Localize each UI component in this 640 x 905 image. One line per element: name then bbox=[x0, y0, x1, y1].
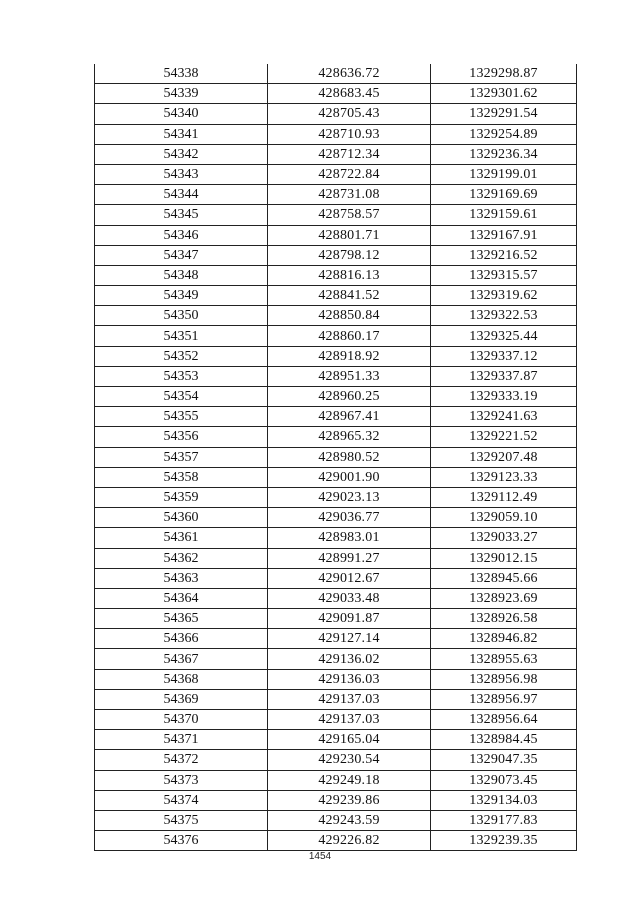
x-coordinate-cell: 429091.87 bbox=[268, 609, 431, 629]
point-id-cell: 54346 bbox=[95, 225, 268, 245]
point-id-cell: 54367 bbox=[95, 649, 268, 669]
coordinate-table bbox=[94, 64, 577, 851]
x-coordinate-cell: 428983.01 bbox=[268, 528, 431, 548]
x-coordinate-cell: 429230.54 bbox=[268, 750, 431, 770]
x-coordinate-cell: 429165.04 bbox=[268, 730, 431, 750]
point-id-cell: 54370 bbox=[95, 710, 268, 730]
y-coordinate-cell: 1329199.01 bbox=[431, 164, 577, 184]
point-id-cell: 54375 bbox=[95, 810, 268, 830]
x-coordinate-cell: 428991.27 bbox=[268, 548, 431, 568]
y-coordinate-cell: 1329167.91 bbox=[431, 225, 577, 245]
table-row bbox=[95, 387, 577, 407]
point-id-cell: 54371 bbox=[95, 730, 268, 750]
point-id-cell: 54341 bbox=[95, 124, 268, 144]
point-id-cell: 54365 bbox=[95, 609, 268, 629]
x-coordinate-cell: 428710.93 bbox=[268, 124, 431, 144]
point-id-cell: 54340 bbox=[95, 104, 268, 124]
point-id-cell: 54339 bbox=[95, 84, 268, 104]
table-row bbox=[95, 185, 577, 205]
y-coordinate-cell: 1329325.44 bbox=[431, 326, 577, 346]
point-id-cell: 54374 bbox=[95, 790, 268, 810]
table-row bbox=[95, 427, 577, 447]
table-row bbox=[95, 629, 577, 649]
x-coordinate-cell: 429243.59 bbox=[268, 810, 431, 830]
point-id-cell: 54356 bbox=[95, 427, 268, 447]
y-coordinate-cell: 1329012.15 bbox=[431, 548, 577, 568]
y-coordinate-cell: 1329333.19 bbox=[431, 387, 577, 407]
table-row bbox=[95, 487, 577, 507]
table-row bbox=[95, 104, 577, 124]
point-id-cell: 54345 bbox=[95, 205, 268, 225]
point-id-cell: 54364 bbox=[95, 588, 268, 608]
x-coordinate-cell: 429226.82 bbox=[268, 831, 431, 851]
x-coordinate-cell: 428980.52 bbox=[268, 447, 431, 467]
y-coordinate-cell: 1329236.34 bbox=[431, 144, 577, 164]
table-row bbox=[95, 407, 577, 427]
x-coordinate-cell: 429036.77 bbox=[268, 508, 431, 528]
x-coordinate-cell: 428636.72 bbox=[268, 64, 431, 84]
x-coordinate-cell: 428951.33 bbox=[268, 366, 431, 386]
table-row bbox=[95, 286, 577, 306]
point-id-cell: 54343 bbox=[95, 164, 268, 184]
x-coordinate-cell: 429033.48 bbox=[268, 588, 431, 608]
point-id-cell: 54369 bbox=[95, 689, 268, 709]
y-coordinate-cell: 1329059.10 bbox=[431, 508, 577, 528]
y-coordinate-cell: 1329221.52 bbox=[431, 427, 577, 447]
point-id-cell: 54338 bbox=[95, 64, 268, 84]
table-row bbox=[95, 710, 577, 730]
point-id-cell: 54352 bbox=[95, 346, 268, 366]
x-coordinate-cell: 428722.84 bbox=[268, 164, 431, 184]
table-row bbox=[95, 528, 577, 548]
x-coordinate-cell: 429137.03 bbox=[268, 710, 431, 730]
y-coordinate-cell: 1329239.35 bbox=[431, 831, 577, 851]
table-row bbox=[95, 64, 577, 84]
table-row bbox=[95, 326, 577, 346]
table-row bbox=[95, 205, 577, 225]
y-coordinate-cell: 1329301.62 bbox=[431, 84, 577, 104]
y-coordinate-cell: 1329298.87 bbox=[431, 64, 577, 84]
x-coordinate-cell: 429023.13 bbox=[268, 487, 431, 507]
table-row bbox=[95, 225, 577, 245]
x-coordinate-cell: 428683.45 bbox=[268, 84, 431, 104]
x-coordinate-cell: 429136.03 bbox=[268, 669, 431, 689]
point-id-cell: 54366 bbox=[95, 629, 268, 649]
x-coordinate-cell: 428798.12 bbox=[268, 245, 431, 265]
x-coordinate-cell: 428850.84 bbox=[268, 306, 431, 326]
point-id-cell: 54362 bbox=[95, 548, 268, 568]
table-row bbox=[95, 770, 577, 790]
x-coordinate-cell: 428705.43 bbox=[268, 104, 431, 124]
x-coordinate-cell: 428801.71 bbox=[268, 225, 431, 245]
x-coordinate-cell: 429239.86 bbox=[268, 790, 431, 810]
point-id-cell: 54376 bbox=[95, 831, 268, 851]
page-number: 1454 bbox=[308, 851, 332, 862]
x-coordinate-cell: 429001.90 bbox=[268, 467, 431, 487]
table-row bbox=[95, 164, 577, 184]
y-coordinate-cell: 1329207.48 bbox=[431, 447, 577, 467]
table-row bbox=[95, 346, 577, 366]
point-id-cell: 54357 bbox=[95, 447, 268, 467]
point-id-cell: 54342 bbox=[95, 144, 268, 164]
table-row bbox=[95, 689, 577, 709]
table-row bbox=[95, 750, 577, 770]
point-id-cell: 54360 bbox=[95, 508, 268, 528]
y-coordinate-cell: 1329033.27 bbox=[431, 528, 577, 548]
table-row bbox=[95, 588, 577, 608]
point-id-cell: 54361 bbox=[95, 528, 268, 548]
point-id-cell: 54350 bbox=[95, 306, 268, 326]
y-coordinate-cell: 1329047.35 bbox=[431, 750, 577, 770]
x-coordinate-cell: 428967.41 bbox=[268, 407, 431, 427]
point-id-cell: 54354 bbox=[95, 387, 268, 407]
y-coordinate-cell: 1328946.82 bbox=[431, 629, 577, 649]
table-row bbox=[95, 245, 577, 265]
x-coordinate-cell: 428758.57 bbox=[268, 205, 431, 225]
table-row bbox=[95, 548, 577, 568]
point-id-cell: 54372 bbox=[95, 750, 268, 770]
table-row bbox=[95, 265, 577, 285]
point-id-cell: 54344 bbox=[95, 185, 268, 205]
y-coordinate-cell: 1329254.89 bbox=[431, 124, 577, 144]
y-coordinate-cell: 1328955.63 bbox=[431, 649, 577, 669]
x-coordinate-cell: 428918.92 bbox=[268, 346, 431, 366]
y-coordinate-cell: 1329123.33 bbox=[431, 467, 577, 487]
table-row bbox=[95, 790, 577, 810]
point-id-cell: 54359 bbox=[95, 487, 268, 507]
x-coordinate-cell: 428731.08 bbox=[268, 185, 431, 205]
table-row bbox=[95, 810, 577, 830]
point-id-cell: 54363 bbox=[95, 568, 268, 588]
coordinate-table-body bbox=[95, 64, 577, 851]
table-row bbox=[95, 306, 577, 326]
table-row bbox=[95, 84, 577, 104]
x-coordinate-cell: 429136.02 bbox=[268, 649, 431, 669]
y-coordinate-cell: 1329322.53 bbox=[431, 306, 577, 326]
x-coordinate-cell: 429127.14 bbox=[268, 629, 431, 649]
y-coordinate-cell: 1328956.97 bbox=[431, 689, 577, 709]
point-id-cell: 54355 bbox=[95, 407, 268, 427]
table-row bbox=[95, 144, 577, 164]
x-coordinate-cell: 428860.17 bbox=[268, 326, 431, 346]
y-coordinate-cell: 1329073.45 bbox=[431, 770, 577, 790]
y-coordinate-cell: 1328956.98 bbox=[431, 669, 577, 689]
y-coordinate-cell: 1329216.52 bbox=[431, 245, 577, 265]
y-coordinate-cell: 1329291.54 bbox=[431, 104, 577, 124]
y-coordinate-cell: 1329337.87 bbox=[431, 366, 577, 386]
y-coordinate-cell: 1328923.69 bbox=[431, 588, 577, 608]
x-coordinate-cell: 429137.03 bbox=[268, 689, 431, 709]
point-id-cell: 54353 bbox=[95, 366, 268, 386]
y-coordinate-cell: 1328945.66 bbox=[431, 568, 577, 588]
y-coordinate-cell: 1329159.61 bbox=[431, 205, 577, 225]
table-row bbox=[95, 447, 577, 467]
point-id-cell: 54351 bbox=[95, 326, 268, 346]
table-row bbox=[95, 366, 577, 386]
y-coordinate-cell: 1329169.69 bbox=[431, 185, 577, 205]
y-coordinate-cell: 1329112.49 bbox=[431, 487, 577, 507]
point-id-cell: 54358 bbox=[95, 467, 268, 487]
y-coordinate-cell: 1329241.63 bbox=[431, 407, 577, 427]
y-coordinate-cell: 1329177.83 bbox=[431, 810, 577, 830]
point-id-cell: 54368 bbox=[95, 669, 268, 689]
point-id-cell: 54373 bbox=[95, 770, 268, 790]
x-coordinate-cell: 429012.67 bbox=[268, 568, 431, 588]
point-id-cell: 54349 bbox=[95, 286, 268, 306]
table-row bbox=[95, 508, 577, 528]
table-row bbox=[95, 669, 577, 689]
y-coordinate-cell: 1328926.58 bbox=[431, 609, 577, 629]
x-coordinate-cell: 428816.13 bbox=[268, 265, 431, 285]
point-id-cell: 54347 bbox=[95, 245, 268, 265]
x-coordinate-cell: 428965.32 bbox=[268, 427, 431, 447]
x-coordinate-cell: 428960.25 bbox=[268, 387, 431, 407]
y-coordinate-cell: 1329319.62 bbox=[431, 286, 577, 306]
table-row bbox=[95, 649, 577, 669]
x-coordinate-cell: 429249.18 bbox=[268, 770, 431, 790]
table-row bbox=[95, 124, 577, 144]
x-coordinate-cell: 428712.34 bbox=[268, 144, 431, 164]
y-coordinate-cell: 1328984.45 bbox=[431, 730, 577, 750]
table-row bbox=[95, 609, 577, 629]
table-row bbox=[95, 568, 577, 588]
y-coordinate-cell: 1329337.12 bbox=[431, 346, 577, 366]
x-coordinate-cell: 428841.52 bbox=[268, 286, 431, 306]
y-coordinate-cell: 1328956.64 bbox=[431, 710, 577, 730]
y-coordinate-cell: 1329315.57 bbox=[431, 265, 577, 285]
table-row bbox=[95, 467, 577, 487]
table-row bbox=[95, 730, 577, 750]
table-row bbox=[95, 831, 577, 851]
y-coordinate-cell: 1329134.03 bbox=[431, 790, 577, 810]
point-id-cell: 54348 bbox=[95, 265, 268, 285]
